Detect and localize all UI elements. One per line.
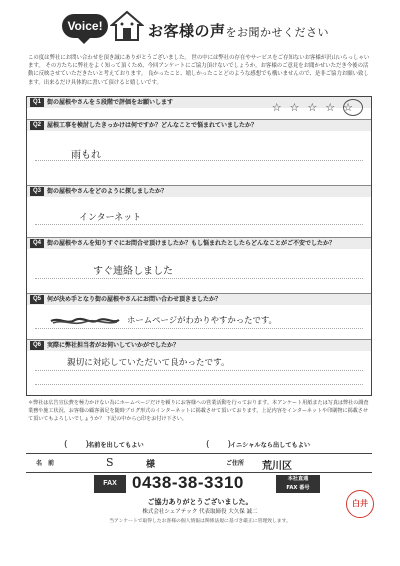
publication-consent-notes: ＊弊社は広告宣伝費を極力かけない為にホームページだけを頼りにお客様への営業活動を行っております。本アンケート用紙または写真は弊社の調査業務や施工状況、お客様の顧客満足を随時ブログ形式のインターネットに掲載させて頂いております。上記内容をインターネットや印刷物に掲載させて頂いてもよろしいでしょうか？ 下記の中から○印をお付け下さい。 bbox=[28, 400, 369, 422]
initial-option-label: イニシャルなら出してもよい bbox=[230, 442, 311, 449]
question-text: 街の屋根やさんをどのように探しましたか？ bbox=[47, 188, 168, 195]
privacy-note: 当アンケートで取得したお客様の個人情報は関係法規に基づき厳正に管理致します。 bbox=[109, 519, 291, 524]
fax-contact bbox=[80, 473, 340, 495]
question-number: Q2 bbox=[30, 121, 44, 130]
question-row-1 bbox=[27, 97, 371, 119]
address-label: ご住所 bbox=[226, 460, 245, 467]
answer-text[interactable]: ホームページがわかりやすかったです。 bbox=[127, 315, 277, 325]
fax-icon: FAX bbox=[94, 475, 126, 493]
question-text: 屋根工事を検討したきっかけは何ですか？どんなことで悩まれていましたか？ bbox=[47, 122, 258, 129]
name-value[interactable]: S bbox=[106, 456, 114, 469]
company-name: 株式会社シェアテック 代表取締役 大久保 誠二 bbox=[142, 509, 258, 515]
question-number: Q1 bbox=[30, 98, 44, 107]
page-title bbox=[148, 20, 329, 41]
rating-stars[interactable]: ☆☆☆☆☆ bbox=[271, 101, 361, 114]
intro-text: この度は弊社にお問い合わせを頂き誠にありがとうございました。 世の中には弊社の存在やサービスをご存知ないお客様が沢山いらっしゃいます。 その方たちに弊社をよく知って頂くため、今回アンケートにご協力頂けないでしょうか。お客様のご意見をお聞かせいただき今後の活動に反映させていただきたいと考えております。 良かったこと、嬉しかったことどのような感想でも構いませんので、是非ご協力お願い致します。出来るだけ具体的に書いて頂けると嬉しいです。 bbox=[28, 55, 370, 86]
house-icon bbox=[110, 10, 144, 42]
rating-circle-mark bbox=[343, 99, 363, 116]
question-row-4 bbox=[27, 237, 371, 293]
question-number: Q6 bbox=[30, 341, 44, 350]
question-row-3 bbox=[27, 185, 371, 237]
answer-text[interactable]: 親切に対応していただいて良かったです。 bbox=[67, 358, 230, 368]
question-number: Q5 bbox=[30, 295, 44, 304]
question-row-5 bbox=[27, 293, 371, 339]
name-label: 名 前 bbox=[36, 460, 55, 467]
question-number: Q3 bbox=[30, 187, 44, 196]
question-row-6 bbox=[27, 339, 371, 395]
question-text: 何が決め手となり街の屋根やさんにお問い合わせ頂きましたか？ bbox=[47, 296, 222, 303]
fax-number: 0438-38-3310 bbox=[132, 473, 244, 492]
question-text: 街の屋根やさんを知りすぐにお問合せ頂けましたか？もし悩まれたとしたらどんなことがご不安でしたか？ bbox=[47, 240, 336, 247]
scribbled-out-text bbox=[49, 314, 121, 328]
question-text: 街の屋根やさんを５段階で評価をお願いします bbox=[47, 99, 174, 106]
honorific: 様 bbox=[146, 460, 156, 470]
initial-option-circle[interactable]: ( ) bbox=[206, 440, 232, 450]
voice-badge: Voice! bbox=[62, 14, 108, 38]
question-row-2 bbox=[27, 119, 371, 185]
title-main: お客様の声 bbox=[148, 22, 226, 40]
survey-header bbox=[62, 6, 342, 52]
head-office-fax-badge: 本社直通 FAX 番号 bbox=[276, 475, 320, 493]
answer-text[interactable]: インターネット bbox=[79, 213, 142, 223]
title-sub: をお聞かせください bbox=[225, 26, 330, 39]
answer-text[interactable]: すぐ連絡しました bbox=[93, 266, 173, 277]
seal-stamp: 白井 bbox=[346, 490, 374, 518]
name-option-circle[interactable]: ( ) bbox=[64, 440, 90, 450]
address-value[interactable]: 荒川区 bbox=[262, 461, 292, 472]
question-number: Q4 bbox=[30, 239, 44, 248]
thanks-message: ご協力ありがとうございました。 bbox=[147, 498, 253, 506]
customer-info-row bbox=[26, 453, 372, 473]
question-text: 実際に弊社担当者がお伺いしていかがでしたか？ bbox=[47, 342, 180, 349]
answer-text[interactable]: 雨もれ bbox=[71, 150, 101, 161]
name-option-label: 名前を出してもよい bbox=[88, 442, 144, 449]
consent-options bbox=[26, 437, 372, 450]
questionnaire bbox=[26, 96, 372, 396]
